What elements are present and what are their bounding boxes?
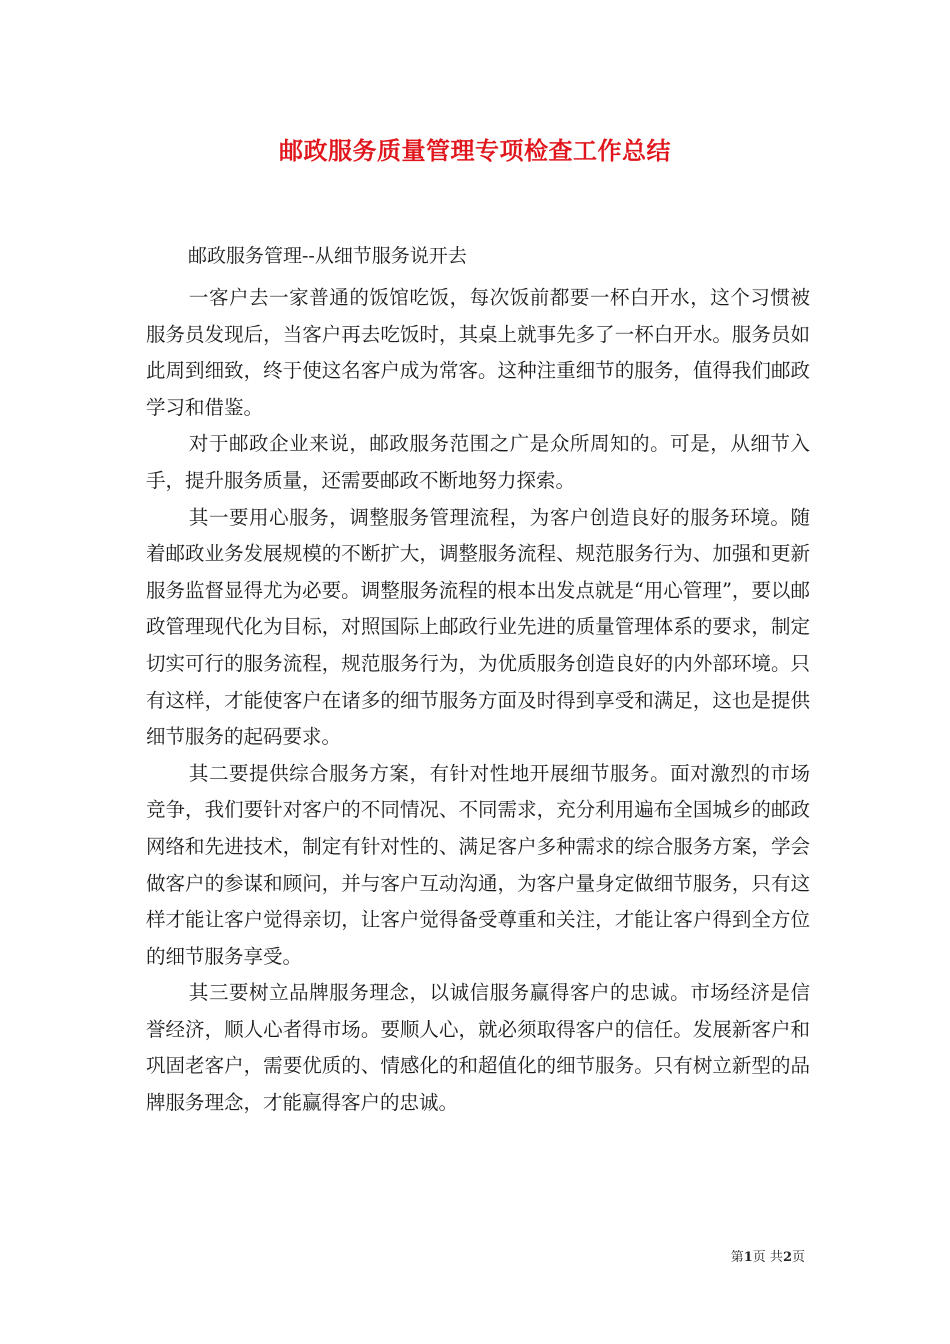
paragraph-1: 一客户去一家普通的饭馆吃饭，每次饭前都要一杯白开水，这个习惯被服务员发现后，当客户再去吃饭时，其桌上就事先多了一杯白开水。服务员如此周到细致，终于使这名客户成为常客。这种注重细节的服务，值得我们邮政学习和借鉴。 <box>146 286 810 419</box>
footer-prefix: 第 <box>730 1250 744 1265</box>
document-body <box>146 280 810 1122</box>
footer-middle: 页 共 <box>752 1250 783 1265</box>
total-page-number: 2 <box>782 1250 792 1265</box>
paragraph-2: 对于邮政企业来说，邮政服务范围之广是众所周知的。可是，从细节入手，提升服务质量，还需要邮政不断地努力探索。 <box>146 432 810 492</box>
paragraph-5: 其三要树立品牌服务理念，以诚信服务赢得客户的忠诚。市场经济是信誉经济，顺人心者得市场。要顺人心，就必须取得客户的信任。发展新客户和巩固老客户，需要优质的、情感化的和超值化的细节服务。只有树立新型的品牌服务理念，才能赢得客户的忠诚。 <box>146 981 810 1115</box>
document-subtitle: 邮政服务管理--从细节服务说开去 <box>188 245 467 267</box>
paragraph-4: 其二要提供综合服务方案，有针对性地开展细节服务。面对激烈的市场竞争，我们要针对客户的不同情况、不同需求，充分利用遍布全国城乡的邮政网络和先进技术，制定有针对性的、满足客户多种需求的综合服务方案，学会做客户的参谋和顾问，并与客户互动沟通，为客户量身定做细节服务，只有这样才能让客户觉得亲切，让客户觉得备受尊重和关注，才能让客户得到全方位的细节服务享受。 <box>146 761 810 968</box>
footer-suffix: 页 <box>791 1250 805 1265</box>
paragraph-3: 其一要用心服务，调整服务管理流程，为客户创造良好的服务环境。随着邮政业务发展规模的不断扩大，调整服务流程、规范服务行为、加强和更新服务监督显得尤为必要。调整服务流程的根本出发点就是“用心管理”，要以邮政管理现代化为目标，对照国际上邮政行业先进的质量管理体系的要求，制定切实可行的服务流程，规范服务行为，为优质服务创造良好的内外部环境。只有这样，才能使客户在诸多的细节服务方面及时得到享受和满足，这也是提供细节服务的起码要求。 <box>146 505 810 749</box>
page-number-footer <box>731 1246 805 1265</box>
current-page-number: 1 <box>743 1250 753 1265</box>
document-title: 邮政服务质量管理专项检查工作总结 <box>279 137 671 165</box>
